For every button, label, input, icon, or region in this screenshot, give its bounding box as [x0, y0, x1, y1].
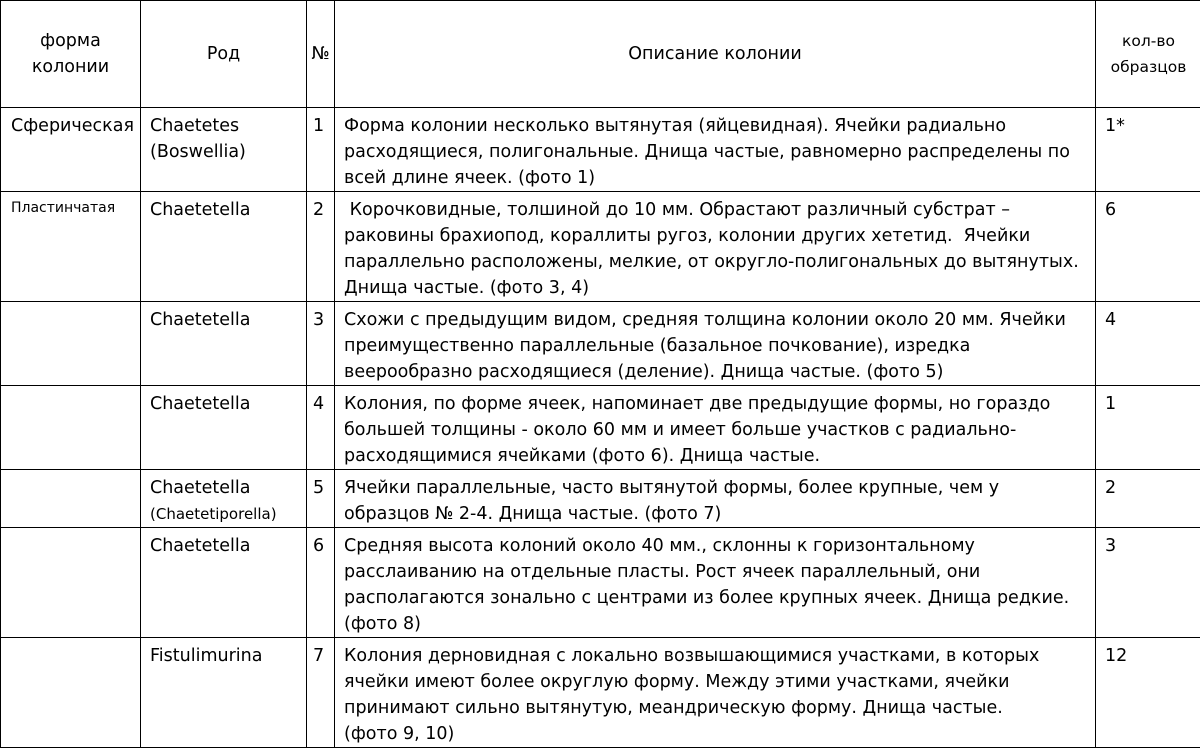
description-cell: Ячейки параллельные, часто вытянутой формы, более крупные, чем у образцов № 2-4. Днища частые. (фото 7) [335, 470, 1096, 528]
header-number: № [307, 1, 335, 108]
table-row [1, 302, 1200, 386]
genus-subname: (Boswellia) [150, 142, 246, 162]
header-genus: Род [141, 1, 307, 108]
header-description: Описание колонии [335, 1, 1096, 108]
table-row [1, 528, 1200, 638]
colony-form-cell [1, 638, 141, 748]
number-cell: 5 [307, 470, 335, 528]
description-text: Колония дерновидная с локально возвышающимися участками, в которых ячейки имеют более округлую форму. Между этими участками, ячейки принимают сильно вытянутую, меандрическую форму. Днища частые. [344, 646, 1039, 718]
description-cell: Схожи с предыдущим видом, средняя толщина колонии около 20 мм. Ячейки преимущественно параллельные (базальное почкование), изредка веерообразно расходящиеся (деление). Днища частые. (фото 5) [335, 302, 1096, 386]
count-cell: 12 [1096, 638, 1200, 748]
number-cell: 2 [307, 192, 335, 302]
table-row [1, 470, 1200, 528]
genus-cell [141, 192, 307, 302]
header-row [1, 1, 1200, 108]
description-cell [335, 638, 1096, 748]
genus-cell [141, 302, 307, 386]
genus-cell [141, 638, 307, 748]
genus-name: Chaetetella [150, 394, 251, 414]
genus-name: Fistulimurina [150, 646, 262, 666]
colony-form-cell [1, 528, 141, 638]
genus-subname: (Chaetetiporella) [150, 505, 277, 523]
count-cell: 1 [1096, 386, 1200, 470]
number-cell: 4 [307, 386, 335, 470]
genus-name: Chaetetes [150, 116, 239, 136]
genus-cell [141, 528, 307, 638]
count-cell: 1* [1096, 108, 1200, 192]
header-form: форма колонии [1, 1, 141, 108]
number-cell: 7 [307, 638, 335, 748]
colony-form-cell [1, 386, 141, 470]
genus-name: Chaetetella [150, 536, 251, 556]
table-row [1, 638, 1200, 748]
genus-name: Chaetetella [150, 310, 251, 330]
count-cell: 6 [1096, 192, 1200, 302]
count-cell: 2 [1096, 470, 1200, 528]
colony-form-cell: Сферическая [1, 108, 141, 192]
count-cell: 4 [1096, 302, 1200, 386]
description-cell: Средняя высота колоний около 40 мм., склонны к горизонтальному расслаиванию на отдельные пласты. Рост ячеек параллельный, они располагаются зонально с центрами из более крупных ячеек. Днища редкие. (фото 8) [335, 528, 1096, 638]
description-photo-ref: (фото 9, 10) [344, 724, 454, 744]
number-cell: 1 [307, 108, 335, 192]
description-cell: Колония, по форме ячеек, напоминает две предыдущие формы, но гораздо большей толщины - около 60 мм и имеет больше участков с радиально-расходящимися ячейками (фото 6). Днища частые. [335, 386, 1096, 470]
genus-cell [141, 108, 307, 192]
colony-form-cell [1, 302, 141, 386]
genus-name: Chaetetella [150, 200, 251, 220]
header-count: кол-во образцов [1096, 1, 1200, 108]
table-row [1, 192, 1200, 302]
colony-form-cell [1, 470, 141, 528]
genus-cell [141, 470, 307, 528]
number-cell: 3 [307, 302, 335, 386]
description-cell: Корочковидные, толшиной до 10 мм. Обрастают различный субстрат – раковины брахиопод, кораллиты ругоз, колонии других хететид. Ячейки параллельно расположены, мелкие, от округло-полигональных до вытянутых. Днища частые. (фото 3, 4) [335, 192, 1096, 302]
genus-cell [141, 386, 307, 470]
genus-name: Chaetetella [150, 478, 251, 498]
count-cell: 3 [1096, 528, 1200, 638]
colony-form-cell: Пластинчатая [1, 192, 141, 302]
table-row [1, 386, 1200, 470]
description-cell: Форма колонии несколько вытянутая (яйцевидная). Ячейки радиально расходящиеся, полигональные. Днища частые, равномерно распределены по всей длине ячеек. (фото 1) [335, 108, 1096, 192]
table-row [1, 108, 1200, 192]
number-cell: 6 [307, 528, 335, 638]
